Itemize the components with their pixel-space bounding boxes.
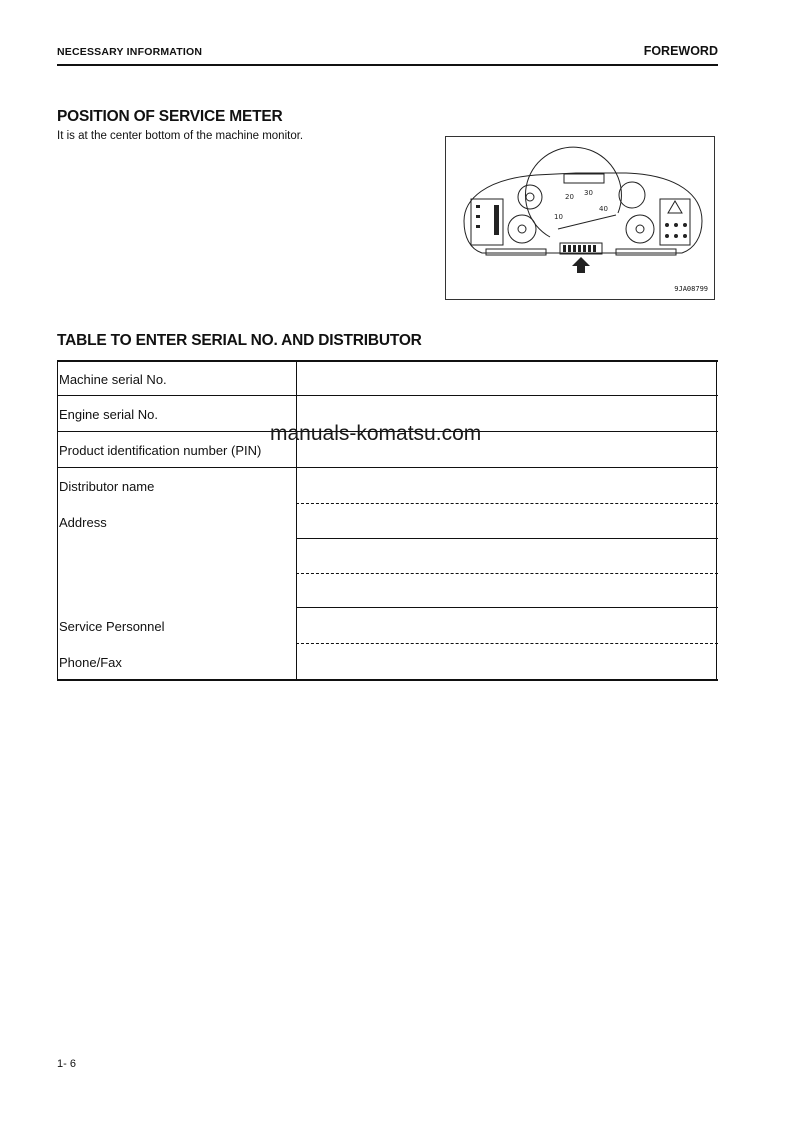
svg-text:40: 40 <box>599 205 608 213</box>
table-left-border <box>57 360 58 681</box>
watermark: manuals-komatsu.com <box>270 422 482 445</box>
machine-monitor-figure <box>445 136 715 300</box>
machine-monitor-illustration <box>446 137 716 301</box>
distributor-name-label: Distributor name <box>59 479 155 494</box>
figure-code: 9JA08799 <box>674 285 708 293</box>
row-divider <box>296 538 718 539</box>
svg-text:10: 10 <box>554 213 563 221</box>
table-top-border <box>57 360 718 362</box>
machine-serial-label: Machine serial No. <box>59 372 167 387</box>
svg-text:30: 30 <box>584 189 593 197</box>
service-meter-description: It is at the center bottom of the machine monitor. <box>57 130 304 142</box>
pin-label: Product identification number (PIN) <box>59 443 262 458</box>
engine-serial-label: Engine serial No. <box>59 407 158 422</box>
row-divider <box>296 607 718 608</box>
table-bottom-border <box>57 679 718 681</box>
serial-distributor-table <box>57 360 718 681</box>
header-rule <box>57 64 718 66</box>
service-meter-title: POSITION OF SERVICE METER <box>57 108 283 125</box>
serial-table-title: TABLE TO ENTER SERIAL NO. AND DISTRIBUTOR <box>57 332 422 349</box>
dashed-divider <box>296 643 718 644</box>
dashed-divider <box>296 503 718 504</box>
table-right-border <box>716 360 717 681</box>
address-label: Address <box>59 515 107 530</box>
page-number: 1- 6 <box>57 1058 76 1070</box>
phone-fax-label: Phone/Fax <box>59 655 122 670</box>
svg-text:20: 20 <box>565 193 574 201</box>
dashed-divider <box>296 573 718 574</box>
row-divider <box>57 395 718 396</box>
header-chapter: FOREWORD <box>643 44 718 58</box>
row-divider <box>57 467 718 468</box>
table-column-divider <box>296 360 297 681</box>
header-section: NECESSARY INFORMATION <box>57 46 203 58</box>
service-personnel-label: Service Personnel <box>59 619 165 634</box>
